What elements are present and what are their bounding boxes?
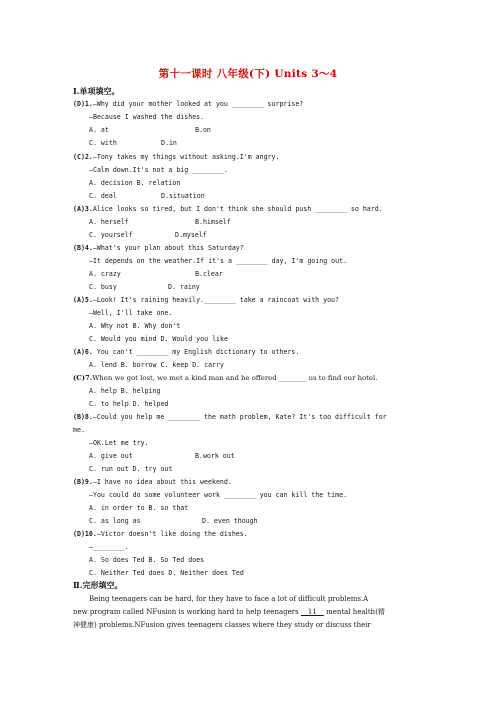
option: D. rainy xyxy=(168,283,200,291)
question-1 xyxy=(73,100,425,109)
answer-key: (B) xyxy=(73,478,85,486)
question-number: 10. xyxy=(84,530,97,538)
question-8-options-row-2: C. run out D. try out xyxy=(89,465,173,473)
question-stem: Alice looks so tired, but I don't think she should push ________ so hard. xyxy=(92,205,383,213)
question-1-options-row-1 xyxy=(89,126,441,135)
question-number: 6. xyxy=(84,348,93,356)
answer-key: (C) xyxy=(73,153,85,161)
question-stem: You can't ________ my English dictionary to others. xyxy=(92,348,300,356)
question-stem: When we got lost, we met a kind man and he offered ________ us to find our hotel. xyxy=(92,374,378,382)
question-4 xyxy=(73,244,425,253)
question-number: 3. xyxy=(84,205,93,213)
question-number: 7. xyxy=(85,374,93,382)
question-number: 2. xyxy=(84,153,93,161)
option: A. at xyxy=(89,126,109,134)
question-2 xyxy=(73,153,425,162)
option: D. even though xyxy=(202,517,258,525)
question-3 xyxy=(73,205,425,214)
question-10-sub: —________. xyxy=(89,543,129,551)
question-2-sub: —Calm down.It's not a big ________. xyxy=(89,166,228,174)
question-6-options-row-1: A. lend B. borrow C. keep D. carry xyxy=(89,361,224,369)
question-stem: —I have no idea about this weekend. xyxy=(92,478,232,486)
option: B.clear xyxy=(195,270,223,278)
question-5-options-row-2: C. Would you mind D. Would you like xyxy=(89,335,228,343)
question-number: 4. xyxy=(84,244,93,252)
option: D.situation xyxy=(161,192,205,200)
option: C. as long as xyxy=(89,517,141,525)
answer-key: (D) xyxy=(73,100,85,108)
question-3-options-row-1 xyxy=(89,218,441,227)
question-3-options-row-2 xyxy=(89,231,441,240)
option: A. herself xyxy=(89,218,129,226)
option: D.myself xyxy=(175,231,207,239)
answer-key: (B) xyxy=(73,413,85,421)
question-8-options-row-1 xyxy=(89,452,441,461)
question-number: 9. xyxy=(84,478,93,486)
passage-line-3: 神健康) problems.NFusion gives teenagers classes where they study or discuss their xyxy=(73,621,371,629)
question-1-sub: —Because I washed the dishes. xyxy=(89,113,205,121)
question-6 xyxy=(73,348,425,357)
option: A. crazy xyxy=(89,270,121,278)
option: C. with xyxy=(89,139,117,147)
answer-key: (A) xyxy=(73,296,85,304)
question-9-options-row-2 xyxy=(89,517,441,526)
question-stem: —Victor doesn't like doing the dishes. xyxy=(96,530,248,538)
question-9 xyxy=(73,478,425,487)
answer-key: (A) xyxy=(73,205,85,213)
question-7-options-row-2: C. to help D. helped xyxy=(89,400,169,408)
option: C. busy xyxy=(89,283,117,291)
passage-line-1: Being teenagers can be hard, for they have to face a lot of difficult problems.A xyxy=(89,595,369,603)
question-7 xyxy=(73,374,425,383)
passage-text: new program called NFusion is working hard to help teenagers xyxy=(73,608,301,616)
question-number: 8. xyxy=(84,413,93,421)
cloze-blank: __11__ xyxy=(300,608,324,616)
option: C. yourself xyxy=(89,231,133,239)
option: A. give out xyxy=(89,452,133,460)
option: B.on xyxy=(195,126,211,134)
question-10 xyxy=(73,530,425,539)
option: B.work out xyxy=(195,452,235,460)
question-4-sub: —It depends on the weather.If it's a ________ day, I'm going out. xyxy=(89,257,348,265)
section-heading-cloze: Ⅱ.完形填空。 xyxy=(73,580,123,590)
answer-key: (D) xyxy=(73,530,85,538)
question-5-sub: —Well, I'll take one. xyxy=(89,309,173,317)
page-title: 第十一课时 八年级(下) Units 3～4 xyxy=(158,68,338,80)
question-9-sub: —You could do some volunteer work ________ you can kill the time. xyxy=(89,491,348,499)
question-10-options-row-1: A. So does Ted B. So Ted does xyxy=(89,556,205,564)
question-8-continuation: me. xyxy=(73,426,85,434)
question-7-options-row-1: A. help B. helping xyxy=(89,387,161,395)
question-stem: —Tony takes my things without asking.I'm angry. xyxy=(92,153,280,161)
question-stem: —What's your plan about this Saturday? xyxy=(92,244,244,252)
question-10-options-row-2: C. Neither Ted does D. Neither does Ted xyxy=(89,569,244,577)
option: C. deal xyxy=(89,192,117,200)
question-4-options-row-2 xyxy=(89,283,441,292)
passage-line-2 xyxy=(73,606,425,619)
option: D.in xyxy=(161,139,177,147)
question-2-options-row-1: A. decision B. relation xyxy=(89,179,181,187)
question-8 xyxy=(73,413,425,422)
question-5 xyxy=(73,296,425,305)
section-heading-multiple-choice: Ⅰ.单项填空。 xyxy=(73,86,120,96)
question-number: 1. xyxy=(84,100,93,108)
question-4-options-row-1 xyxy=(89,270,441,279)
question-9-options-row-1: A. in order to B. so that xyxy=(89,504,189,512)
answer-key: (B) xyxy=(73,244,85,252)
question-stem: —Look! It's raining heavily.________ take a raincoat with you? xyxy=(92,296,340,304)
question-number: 5. xyxy=(84,296,93,304)
answer-key: (A) xyxy=(73,348,85,356)
question-1-options-row-2 xyxy=(89,139,441,148)
passage-text: mental health(精 xyxy=(323,608,385,616)
question-2-options-row-2 xyxy=(89,192,441,201)
question-stem: —Could you help me ________ the math problem, Kate? It's too difficult for xyxy=(92,413,387,421)
option: B.himself xyxy=(195,218,231,226)
question-8-sub: —OK.Let me try. xyxy=(89,439,149,447)
question-5-options-row-1: A. Why not B. Why don't xyxy=(89,322,181,330)
answer-key: (C) xyxy=(73,374,86,382)
question-stem: —Why did your mother looked at you ________ surprise? xyxy=(92,100,304,108)
